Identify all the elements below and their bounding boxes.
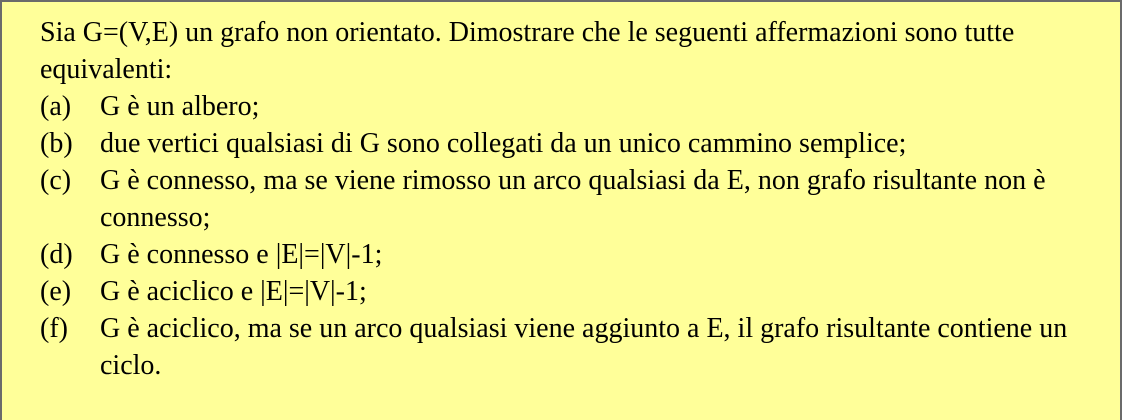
equivalence-list <box>40 88 1090 384</box>
item-text: due vertici qualsiasi di G sono collegati da un unico cammino semplice; <box>100 128 907 159</box>
item-text: G è connesso e |E|=|V|-1; <box>100 239 383 270</box>
statement-intro: Sia G=(V,E) un grafo non orientato. Dimostrare che le seguenti affermazioni sono tutte equivalenti: <box>40 17 1015 85</box>
list-item-d <box>40 236 1090 273</box>
item-marker: (b) <box>40 128 73 159</box>
list-item-a <box>40 88 1090 125</box>
item-marker: (c) <box>40 165 72 196</box>
item-text: G è connesso, ma se viene rimosso un arco qualsiasi da E, non grafo risultante non è connesso; <box>100 165 1046 233</box>
item-marker: (a) <box>40 91 72 122</box>
list-item-f <box>40 310 1090 384</box>
item-marker: (f) <box>40 313 68 344</box>
item-text: G è aciclico e |E|=|V|-1; <box>100 276 367 307</box>
item-text: G è aciclico, ma se un arco qualsiasi viene aggiunto a E, il grafo risultante contiene un ciclo. <box>100 313 1068 381</box>
list-item-b <box>40 125 1090 162</box>
list-item-e <box>40 273 1090 310</box>
item-text: G è un albero; <box>100 91 260 122</box>
item-marker: (d) <box>40 239 73 270</box>
list-item-c <box>40 162 1090 236</box>
item-marker: (e) <box>40 276 72 307</box>
